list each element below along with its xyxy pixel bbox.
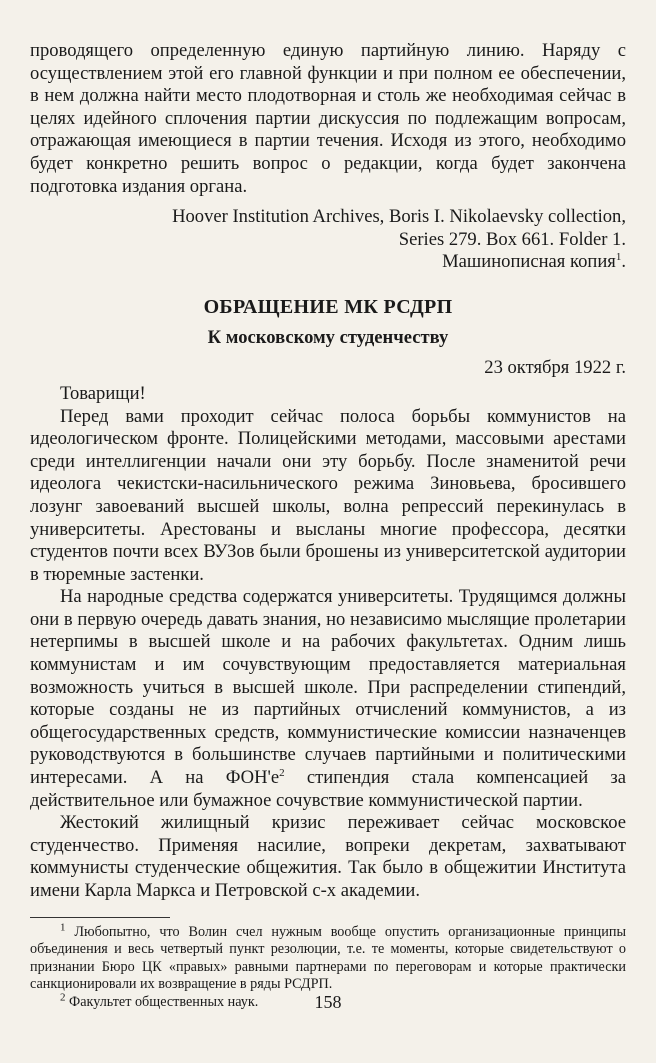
footnote-2-text: Факультет общественных наук. xyxy=(65,993,259,1010)
footnote-ref-1: 1 xyxy=(615,251,622,264)
paragraph-1: Перед вами проходит сейчас полоса борьбы коммунистов на идеологическом фронте. Полицейскими методами, массовыми арестами среди интеллигенции начали они эту борьбу. После знаменитой речи идеолога чекистски-насильнического режима Зиновьева, бросившего лозунг завоеваний высшей школы, волна репрессий перекинулась в университеты. Арестованы и высланы многие профессора, десятки студентов почти всех ВУЗов были брошены из университетской аудитории в тюремные застенки. xyxy=(30,405,626,585)
greeting: Товарищи! xyxy=(60,382,146,404)
footnote-2-mark: 2 xyxy=(60,990,66,1003)
source-line-3: Машинописная копия$^1$. xyxy=(442,251,626,273)
continuation-paragraph: проводящего определенную единую партийную линию. Наряду с осуществлением этой его главной функции и при полном ее обеспечении, в нем должна найти место плодотворная и столь же необходимая сейчас в целях идейного сплочения партии дискуссия по подлежащим вопросам, отражающая имеющиеся в партии течения. Исходя из этого, необходимо будет конкретно решить вопрос о редакции, когда будет закончена подготовка издания органа. xyxy=(30,40,626,197)
document-title: ОБРАЩЕНИЕ МК РСДРП xyxy=(203,295,453,318)
source-copy-type: Машинописная копия xyxy=(442,251,616,273)
footnote-divider xyxy=(30,917,170,918)
paragraph-2-text-b: стипендия стала компенсацией за действительное или бумажное сочувствие коммунистической партии. xyxy=(30,767,627,811)
source-line-2: Series 279. Box 661. Folder 1. xyxy=(398,228,626,250)
page-number: 158 xyxy=(314,992,342,1012)
source-line-1: Hoover Institution Archives, Boris I. Nikolaevsky collection, xyxy=(172,206,626,228)
document-date: 23 октября 1922 г. xyxy=(484,356,626,378)
paragraph-2 xyxy=(30,586,626,812)
footnote-1 xyxy=(30,920,626,994)
document-subtitle: К московскому студенчеству xyxy=(207,326,449,348)
footnote-1-text: Любопытно, что Волин счел нужным вообще опустить организационные принципы объединения и весь четвертый пункт резолюции, т.е. те моменты, которые свидетельствуют о признании Бюро ЦК «правых» равными партнерами по переговорам и которые практически санкционировали их возвращение в ряды РСДРП. xyxy=(30,923,626,993)
paragraph-3: Жестокий жилищный кризис переживает сейчас московское студенчество. Применяя насилие, вопреки декретам, захватывают коммунисты студенческие общежития. Так было в общежитии Института имени Карла Маркса и Петровской с-х академии. xyxy=(30,812,626,901)
archive-source xyxy=(30,206,626,274)
footnote-ref-2: 2 xyxy=(279,766,285,779)
footnote-1-mark: 1 xyxy=(60,920,66,933)
paragraph-2-text-a: На народные средства содержатся университеты. Трудящимся должны они в первую очередь давать знания, но независимо мыслящие пролетарии нетерпимы в высшей школе и на рабочих факультетах. Одним лишь коммунистам и им сочувствующим предоставляется материальная возможность учиться в высшей школе. При распределении стипендий, которые созданы не из партийных отчислений коммунистов, а из общегосударственных средств, коммунистические комиссии назначенцев руководствуются в большинстве случаев партийными и политическими интересами. А на ФОН'е xyxy=(30,586,626,789)
